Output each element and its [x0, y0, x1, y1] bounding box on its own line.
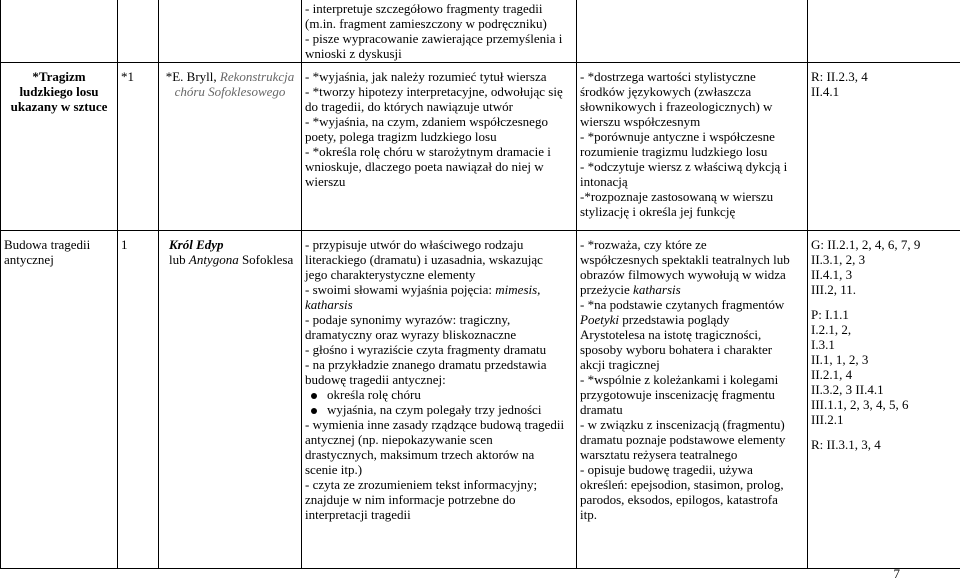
procedure-line: - interpretuje szczegółowo fragmenty tragedii: [305, 1, 543, 16]
bullet-item: [305, 387, 573, 402]
codes-cell: [808, 231, 960, 569]
procedure-line: - *wyjaśnia, jak należy rozumieć tytuł wiersza: [305, 69, 547, 84]
bullet-icon: [311, 393, 317, 399]
code-line: P: I.1.1: [811, 307, 849, 322]
text-cell: [159, 63, 302, 231]
requirements-cell: [577, 231, 808, 569]
topic-line: ludzkiego losu: [19, 84, 99, 99]
procedure-line: - głośno i wyraziście czyta fragmenty dramatu: [305, 342, 547, 357]
procedures-cell: [302, 231, 577, 569]
requirement-line: akcji tragicznej: [580, 357, 660, 372]
topic-line: antycznej: [4, 252, 54, 267]
requirement-line: - *dostrzega wartości stylistyczne: [580, 69, 756, 84]
procedure-line: - czyta ze zrozumieniem tekst informacyjny;: [305, 477, 538, 492]
codes-cell: [808, 63, 960, 231]
code-line: II.3.1, 2, 3: [811, 252, 866, 267]
procedure-line: jego charakterystyczne elementy: [305, 267, 476, 282]
requirement-line: określeń: epejsodion, stasimon, prolog,: [580, 477, 784, 492]
requirement-line: wierszu współczesnym: [580, 114, 701, 129]
procedure-line: - *wyjaśnia, na czym, zdaniem współczesnego: [305, 114, 548, 129]
hours-value: 1: [121, 237, 128, 252]
procedure-line: - wymienia inne zasady rządzące budową tragedii: [305, 417, 565, 432]
topic-line: Budowa tragedii: [4, 237, 91, 252]
requirements-cell: [577, 63, 808, 231]
procedure-line: interpretacji tragedii: [305, 507, 411, 522]
topic-line: *Tragizm: [32, 69, 86, 84]
code-line: R: II.3.1, 3, 4: [811, 437, 881, 452]
requirement-line: -*rozpoznaje zastosowaną w wierszu: [580, 189, 774, 204]
requirement-line: - *na podstawie czytanych fragmentów: [580, 297, 785, 312]
code-line: I.3.1: [811, 337, 835, 352]
procedure-line: - podaje synonimy wyrazów: tragiczny,: [305, 312, 511, 327]
codes-cell-empty: [808, 0, 960, 63]
requirement-line: - opisuje budowę tragedii, używa: [580, 462, 753, 477]
author-name: *E. Bryll,: [165, 69, 220, 84]
author-name: Sofoklesa: [238, 252, 294, 267]
procedure-line: (m.in. fragment zamieszczony w podręczniku): [305, 16, 547, 31]
requirement-line: dramatu: [580, 402, 623, 417]
bullet-icon: [311, 408, 317, 414]
term-katharsis: katharsis: [305, 297, 353, 312]
topic-cell-empty: [1, 0, 118, 63]
requirement-line: parodos, eksodos, epilogos, katastrofa: [580, 492, 778, 507]
procedures-cell: [302, 63, 577, 231]
requirement-line: Arystotelesa na istotę tragiczności,: [580, 327, 762, 342]
procedure-line: znajduje w nim informacje potrzebne do: [305, 492, 516, 507]
table-row-continuation: [1, 0, 960, 63]
code-line: I.2.1, 2,: [811, 322, 852, 337]
requirement-line: - *rozważa, czy które ze: [580, 237, 707, 252]
text-cell-empty: [159, 0, 302, 63]
table-row-budowa: [1, 231, 960, 569]
procedure-line: do tragedii, do których nawiązuje utwór: [305, 99, 513, 114]
procedure-line: literackiego (dramatu) i uzasadnia, wskazując: [305, 252, 543, 267]
work-title: Antygona: [188, 252, 239, 267]
requirement-line: słownikowych i frazeologicznych) w: [580, 99, 773, 114]
code-line: III.2.1: [811, 412, 844, 427]
requirement-line: - *odczytuje wiersz z właściwą dykcją i: [580, 159, 788, 174]
procedure-line: - na przykładzie znanego dramatu przedstawia: [305, 357, 547, 372]
requirement-line: współczesnych spektakli teatralnych lub: [580, 252, 790, 267]
code-line: II.2.1, 4: [811, 367, 853, 382]
requirement-line: przygotowuje inscenizację fragmentu: [580, 387, 775, 402]
hours-value: *1: [121, 69, 134, 84]
requirement-line: sposoby wyboru bohatera i charakter: [580, 342, 773, 357]
procedure-line: - przypisuje utwór do właściwego rodzaju: [305, 237, 524, 252]
procedure-line: - *tworzy hipotezy interpretacyjne, odwołując się: [305, 84, 563, 99]
requirement-line: rozumienie tragizmu ludzkiego losu: [580, 144, 768, 159]
requirement-line: warsztatu reżysera teatralnego: [580, 447, 738, 462]
requirement-line: - w związku z inscenizacją (fragmentu): [580, 417, 785, 432]
hours-cell-empty: [118, 0, 159, 63]
requirements-cell-empty: [577, 0, 808, 63]
procedure-line: budowę tragedii antycznej:: [305, 372, 446, 387]
topic-line: ukazany w sztuce: [10, 99, 108, 114]
procedure-line: wnioski z dyskusji: [305, 46, 402, 61]
term-katharsis: katharsis: [633, 282, 681, 297]
bullet-text: określa rolę chóru: [327, 387, 421, 402]
code-line: II.1, 1, 2, 3: [811, 352, 869, 367]
requirement-line: stylizację i określa jej funkcję: [580, 204, 736, 219]
procedure-line: scenie itp.): [305, 462, 363, 477]
requirement-line: przeżycie: [580, 282, 634, 297]
procedure-line: - pisze wypracowanie zawierające przemyślenia i: [305, 31, 563, 46]
term-mimesis: mimesis,: [495, 282, 541, 297]
requirement-line: intonacją: [580, 174, 628, 189]
code-line: II.3.2, 3 II.4.1: [811, 382, 884, 397]
hours-cell: [118, 231, 159, 569]
requirement-line: dramatu poznaje podstawowe elementy: [580, 432, 786, 447]
procedure-line: dramatyczny oraz wyrazy bliskoznaczne: [305, 327, 517, 342]
procedure-line: - *określa rolę chóru w starożytnym dramacie i: [305, 144, 551, 159]
code-line: G: II.2.1, 2, 4, 6, 7, 9: [811, 237, 921, 252]
page-number: 7: [893, 566, 900, 581]
work-title: Rekonstrukcja: [219, 69, 295, 84]
topic-cell: [1, 231, 118, 569]
code-line: R: II.2.3, 4: [811, 69, 868, 84]
code-line: III.2, 11.: [811, 282, 857, 297]
requirement-line: itp.: [580, 507, 597, 522]
procedure-line: antycznej (np. niepokazywanie scen: [305, 432, 493, 447]
procedure-line: - swoimi słowami wyjaśnia pojęcia:: [305, 282, 496, 297]
bullet-item: [305, 402, 573, 417]
work-title: Król Edyp: [169, 237, 224, 252]
text-lub: lub: [169, 252, 189, 267]
code-line: III.1.1, 2, 3, 4, 5, 6: [811, 397, 909, 412]
procedure-line: drastycznych, maksimum trzech aktorów na: [305, 447, 535, 462]
bullet-text: wyjaśnia, na czym polegały trzy jedności: [327, 402, 542, 417]
work-title: chóru Sofoklesowego: [174, 84, 286, 99]
procedure-line: wierszu: [305, 174, 346, 189]
work-title: Poetyki: [580, 312, 619, 327]
requirement-line: - *wspólnie z koleżankami i kolegami: [580, 372, 779, 387]
code-line: II.4.1, 3: [811, 267, 853, 282]
requirement-line: - *porównuje antyczne i współczesne: [580, 129, 775, 144]
procedures-cell-continuation: [302, 0, 577, 63]
requirement-line: przedstawia poglądy: [618, 312, 730, 327]
procedure-line: wnioskuje, dlaczego poeta nawiązał do niej w: [305, 159, 544, 174]
text-cell: [159, 231, 302, 569]
hours-cell: [118, 63, 159, 231]
code-line: II.4.1: [811, 84, 840, 99]
table-row-tragizm: [1, 63, 960, 231]
procedure-line: poety, polega tragizm ludzkiego losu: [305, 129, 497, 144]
requirement-line: obrazów filmowych wywołują w widza: [580, 267, 786, 282]
topic-cell: [1, 63, 118, 231]
requirement-line: środków językowych (zwłaszcza: [580, 84, 752, 99]
